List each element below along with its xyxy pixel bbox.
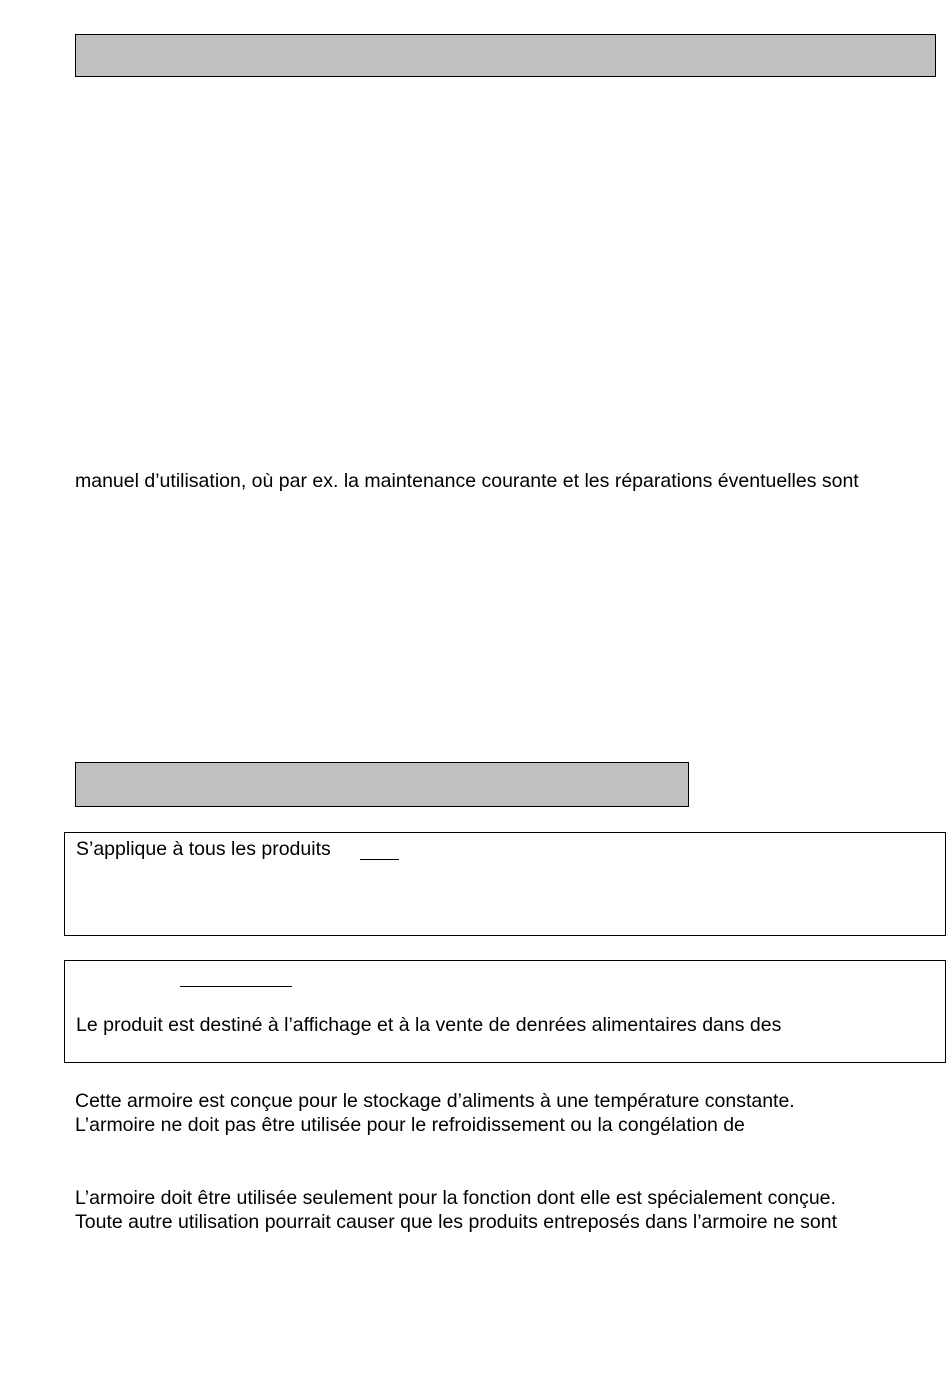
scope-box	[64, 832, 946, 936]
purpose-heading-underline	[180, 986, 292, 987]
usage-line-1: Cette armoire est conçue pour le stockage d’aliments à une température constante.	[75, 1090, 795, 1112]
purpose-text: Le produit est destiné à l’affichage et à la vente de denrées alimentaires dans des	[76, 1014, 782, 1036]
scope-text: S’applique à tous les produits	[76, 838, 331, 860]
section-banner-top	[75, 34, 936, 77]
usage-line-2: L’armoire ne doit pas être utilisée pour le refroidissement ou la congélation de	[75, 1114, 745, 1136]
scope-blank-underline	[360, 859, 399, 860]
usage-line-3: L’armoire doit être utilisée seulement pour la fonction dont elle est spécialement conçue.	[75, 1187, 836, 1209]
usage-line-4: Toute autre utilisation pourrait causer que les produits entreposés dans l’armoire ne sont	[75, 1211, 838, 1233]
section-banner-middle	[75, 762, 689, 807]
purpose-box	[64, 960, 946, 1063]
manual-text-line: manuel d’utilisation, où par ex. la maintenance courante et les réparations éventuelles sont	[75, 470, 859, 492]
